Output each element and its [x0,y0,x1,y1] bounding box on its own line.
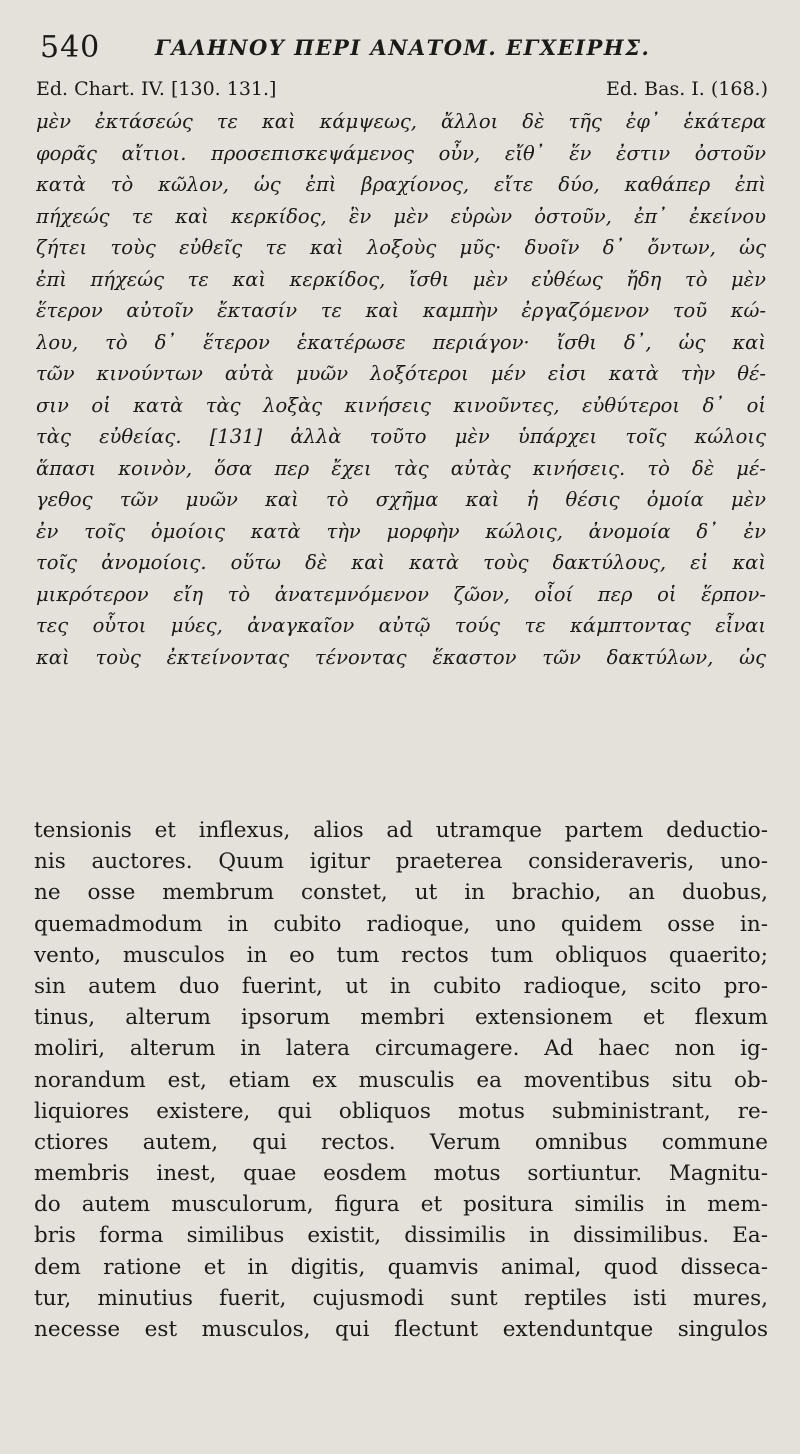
greek-line: μὲν ἐκτάσεώς τε καὶ κάμψεως, ἄλλοι δὲ τῆς ἐφ᾽ ἑκάτερα [36,110,766,133]
greek-line: σιν οἱ κατὰ τὰς λοξὰς κινήσεις κινοῦντες, εὐθύτεροι δ᾽ οἱ [36,393,766,417]
latin-line: moliri, alterum in latera circumagere. Ad haec non ig- [34,1036,768,1062]
latin-line: tensionis et inflexus, alios ad utramque partem deductio- [34,818,768,843]
greek-line: ζήτει τοὺς εὐθεῖς τε καὶ λοξοὺς μῦς· δυοῖν δ᾽ ὄντων, ὡς [36,236,766,259]
greek-line: ἅπασι κοινὸν, ὅσα περ ἔχει τὰς αὐτὰς κινήσεις. τὸ δὲ μέ- [36,456,766,480]
latin-line: nis auctores. Quum igitur praeterea consideraveris, uno- [34,849,768,875]
greek-line: ἐν τοῖς ὁμοίοις κατὰ τὴν μορφὴν κώλοις, ἀνομοία δ᾽ ἐν [36,519,766,543]
latin-line: bris forma similibus existit, dissimilis in dissimilibus. Ea- [34,1223,768,1249]
latin-line: ne osse membrum constet, ut in brachio, an duobus, [34,880,768,906]
greek-line: τοῖς ἀνομοίοις. οὕτω δὲ καὶ κατὰ τοὺς δακτύλους, εἰ καὶ [36,551,766,574]
latin-line: liquiores existere, qui obliquos motus subministrant, re- [34,1098,768,1124]
latin-line: tur, minutius fuerit, cujusmodi sunt reptiles isti mures, [34,1285,768,1311]
greek-line: τὰς εὐθείας. [131] ἀλλὰ τοῦτο μὲν ὑπάρχει τοῖς κώλοις [36,425,766,448]
latin-line: tinus, alterum ipsorum membri extensionem et flexum [34,1005,768,1031]
greek-line: πήχεώς τε καὶ κερκίδος, ἓν μὲν εὑρὼν ὀστοῦν, ἐπ᾽ ἐκείνου [36,204,766,228]
page-header [30,22,770,70]
latin-line: necesse est musculos, qui flectunt extenduntque singulos [34,1317,768,1342]
edition-reference-chartier: Ed. Chart. IV. [130. 131.] [36,78,277,100]
greek-text-block [36,106,766,673]
latin-line: membris inest, quae eosdem motus sortiuntur. Magnitu- [34,1161,768,1187]
greek-line: μικρότερον εἴη τὸ ἀνατεμνόμενον ζῶον, οἷοί περ οἱ ἕρπον- [36,582,766,606]
page-number: 540 [40,30,101,65]
greek-line: φορᾶς αἴτιοι. προσεπισκεψάμενος οὖν, εἴθ᾽ ἕν ἐστιν ὀστοῦν [36,141,766,165]
latin-line: do autem musculorum, figura et positura similis in mem- [34,1192,768,1218]
greek-line: ἕτερον αὐτοῖν ἔκτασίν τε καὶ καμπὴν ἐργαζόμενον τοῦ κώ- [36,299,766,322]
latin-text-block [34,815,768,1345]
greek-line: ἐπὶ πήχεώς τε καὶ κερκίδος, ἴσθι μὲν εὐθέως ἤδη τὸ μὲν [36,267,766,291]
latin-line: vento, musculos in eo tum rectos tum obliquos quaerito; [34,942,768,968]
edition-reference-basel: Ed. Bas. I. (168.) [606,78,768,100]
greek-line: λου, τὸ δ᾽ ἕτερον ἑκατέρωσε περιάγον· ἴσθι δ᾽, ὡς καὶ [36,330,766,354]
greek-line: καὶ τοὺς ἐκτείνοντας τένοντας ἕκαστον τῶν δακτύλων, ὡς [36,645,766,669]
greek-line: τες οὗτοι μύες, ἀναγκαῖον αὐτῷ τούς τε κάμπτοντας εἶναι [36,614,766,637]
edition-references [36,76,768,104]
greek-line: γεθος τῶν μυῶν καὶ τὸ σχῆμα καὶ ἡ θέσις ὁμοία μὲν [36,488,766,511]
running-title: ΓΑΛΗΝΟΥ ΠΕΡΙ ΑΝΑΤΟΜ. ΕΓΧΕΙΡΗΣ. [155,35,651,60]
latin-line: sin autem duo fuerint, ut in cubito radioque, scito pro- [34,973,768,999]
latin-line: ctiores autem, qui rectos. Verum omnibus commune [34,1129,768,1155]
greek-line: τῶν κινούντων αὐτὰ μυῶν λοξότεροι μέν εἰσι κατὰ τὴν θέ- [36,362,766,385]
latin-line: dem ratione et in digitis, quamvis animal, quod disseca- [34,1254,768,1280]
latin-line: norandum est, etiam ex musculis ea moventibus situ ob- [34,1067,768,1093]
greek-line: κατὰ τὸ κῶλον, ὡς ἐπὶ βραχίονος, εἴτε δύο, καθάπερ ἐπὶ [36,173,766,196]
latin-line: quemadmodum in cubito radioque, uno quidem osse in- [34,911,768,937]
